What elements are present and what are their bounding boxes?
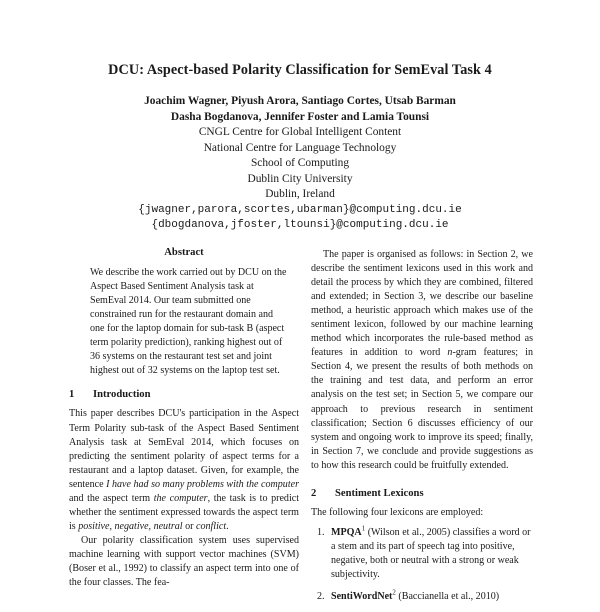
authors-line-1: Joachim Wagner, Piyush Arora, Santiago Cortes, Utsab Barman — [144, 95, 456, 107]
section-2-heading — [311, 487, 533, 501]
intro-paragraph-1: This paper describes DCU's participation in the Aspect Term Polarity sub-task of the Aspect Based Sentiment Analysis task at SemEval 2014, which focuses on predicting the sentiment polarity of aspect terms for a restaurant and a laptop dataset. Given, for example, the sentence I have had so many problems with the computer and the aspect term the computer, the task is to predict whether the sentiment expressed towards the aspect term is positive, negative, neutral or conflict. — [69, 408, 300, 532]
section-2-number: 2 — [311, 487, 317, 499]
affiliation-1: CNGL Centre for Global Intelligent Content — [198, 126, 402, 138]
right-column — [311, 248, 533, 612]
list-item: 2. SentiWordNet$^2$ (Baccianella et al., 2010) — [317, 588, 500, 603]
abstract-text: We describe the work carried out by DCU on the Aspect Based Sentiment Analysis task at SemEval 2014. Our team submitted one constrained run for the restaurant domain and one for the laptop domain for sub-task B (aspect term polarity prediction), ranking highest out of 36 systems on the restaurant test set and joint highest out of 32 systems on the laptop test set. — [90, 267, 287, 377]
left-column — [69, 246, 299, 590]
authors-line-2: Dasha Bogdanova, Jennifer Foster and Lamia Tounsi — [170, 110, 430, 123]
section-1-heading — [69, 388, 299, 402]
list-item: 1. MPQA$^1$ (Wilson et al., 2005) classifies a word or a stem and its part of speech tag into positive, negative, both or neutral with a strong or weak subjectivity. — [317, 524, 531, 580]
email-line-2: {dbogdanova,jfoster,ltounsi}@computing.dcu.ie — [151, 219, 449, 231]
intro-paragraph-2: Our polarity classification system uses supervised machine learning with support vector machines (SVM) (Boser et al., 1992) to classify an aspect term into one of the four classes. The fea- — [69, 534, 299, 589]
author-block — [0, 94, 600, 234]
section-1-number: 1 — [69, 389, 75, 401]
section-2-title: Sentiment Lexicons — [335, 487, 424, 499]
organisation-paragraph: The paper is organised as follows: in Section 2, we describe the sentiment lexicons used in this work and detail the process by which they are combined, filtered and extended; in Section 3, we describe our baseline method, a heuristic approach which makes use of the sentiment lexicon, followed by our machine learning method which incorporates the rule-based method as features in addition to word n-gram features; in Section 4, we present the results of both methods on the training and test data, and perform an error analysis on the test set; in Section 5, we compare our approach to previous research in sentiment classification; Section 6 discusses efficiency of our system and ongoing work to improve its speed; finally, in Section 7, we conclude and provide suggestions as to how this research could be fruitfully extended. — [311, 249, 533, 471]
affiliation-2: National Centre for Language Technology — [203, 141, 397, 154]
email-line-1: {jwagner,parora,scortes,ubarman}@computing.dcu.ie — [138, 203, 462, 216]
lexicon-list — [311, 526, 533, 604]
lexicons-intro: The following four lexicons are employed: — [311, 506, 484, 518]
section-1-title: Introduction — [93, 389, 151, 401]
affiliation-3: School of Computing — [250, 157, 350, 169]
paper-title: DCU: Aspect-based Polarity Classification for SemEval Task 4 — [108, 62, 492, 78]
affiliation-4: Dublin City University — [247, 172, 353, 185]
affiliation-5: Dublin, Ireland — [265, 188, 335, 200]
abstract-heading: Abstract — [164, 247, 204, 258]
